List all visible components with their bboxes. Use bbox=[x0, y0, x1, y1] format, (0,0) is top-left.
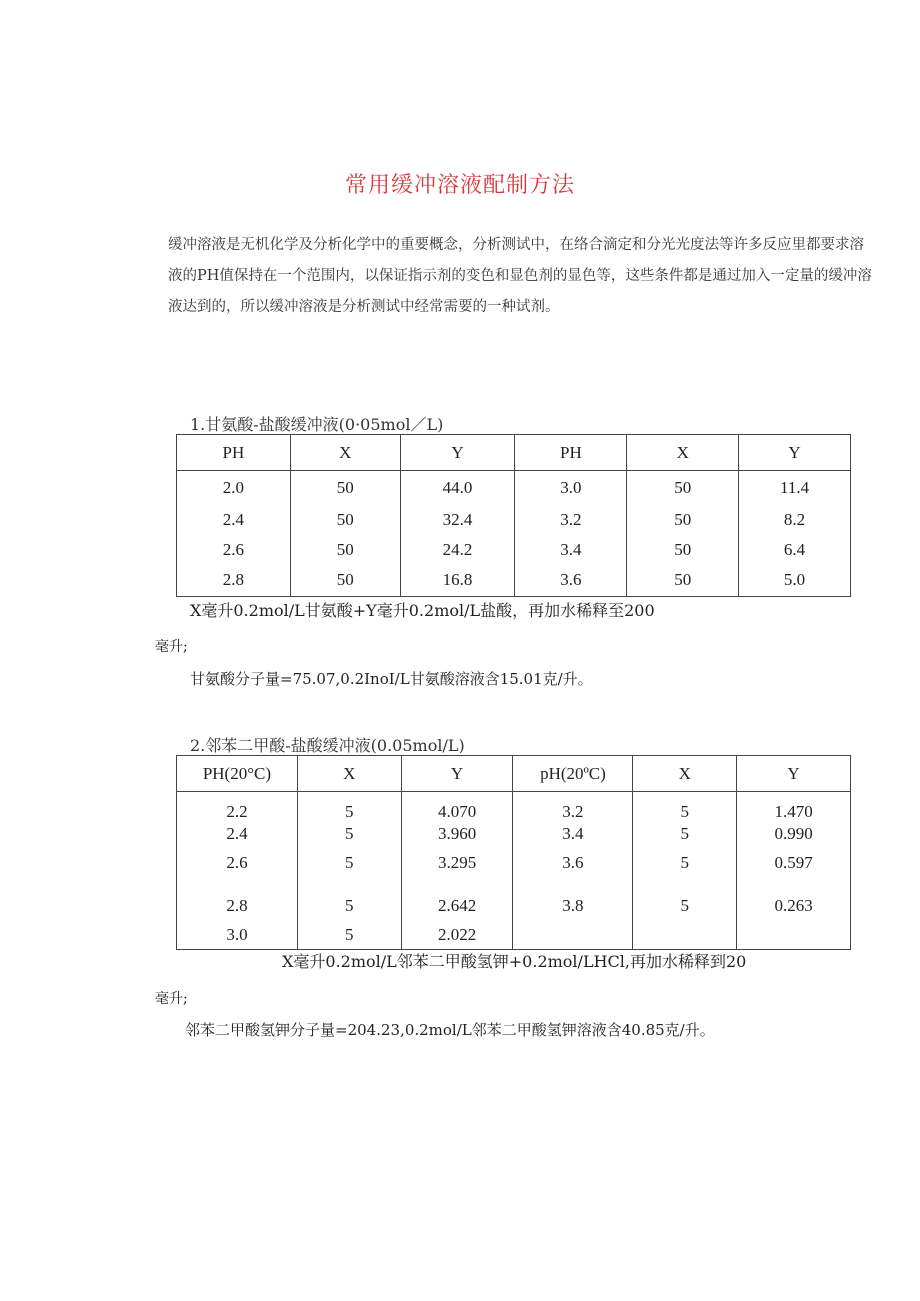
section2-note: X毫升0.2mol/L邻苯二甲酸氢钾+0.2mol/LHCl,再加水稀释到20 bbox=[282, 952, 747, 971]
table-cell: 50 bbox=[290, 565, 400, 597]
table-cell: 3.960 bbox=[401, 824, 513, 844]
table-cell: 50 bbox=[290, 505, 400, 535]
table-header-row bbox=[177, 756, 851, 792]
section2-note-unit: 毫升; bbox=[155, 991, 188, 1007]
table-cell: 50 bbox=[627, 471, 739, 505]
table-cell: 2.022 bbox=[401, 922, 513, 950]
table-cell: 4.070 bbox=[401, 792, 513, 824]
table-cell: 5 bbox=[633, 824, 737, 844]
section2-title: 2.邻苯二甲酸-盐酸缓冲液(0.05mol/L) bbox=[190, 736, 465, 755]
glycine-buffer-table bbox=[176, 434, 851, 597]
table-cell: 0.990 bbox=[737, 824, 851, 844]
table-cell: 50 bbox=[627, 565, 739, 597]
table-cell: 50 bbox=[290, 471, 400, 505]
table-cell: 5 bbox=[633, 792, 737, 824]
table-cell: 8.2 bbox=[739, 505, 851, 535]
table-cell: 3.0 bbox=[177, 922, 298, 950]
header-cell: pH(20ºC) bbox=[513, 756, 633, 792]
table-cell: 3.6 bbox=[515, 565, 627, 597]
page-title: 常用缓冲溶液配制方法 bbox=[344, 173, 575, 198]
table-cell bbox=[737, 922, 851, 950]
table-cell: 0.597 bbox=[737, 844, 851, 882]
table-cell: 2.8 bbox=[177, 565, 291, 597]
phthalate-buffer-table bbox=[176, 755, 851, 950]
table-cell: 5 bbox=[297, 882, 401, 922]
table-row bbox=[177, 792, 851, 824]
table-cell: 2.642 bbox=[401, 882, 513, 922]
table-cell: 3.8 bbox=[513, 882, 633, 922]
table-cell: 3.2 bbox=[513, 792, 633, 824]
table-cell: 2.6 bbox=[177, 844, 298, 882]
header-cell: X bbox=[290, 435, 400, 471]
table-cell: 11.4 bbox=[739, 471, 851, 505]
table-row bbox=[177, 824, 851, 844]
table-row bbox=[177, 882, 851, 922]
table-cell: 2.2 bbox=[177, 792, 298, 824]
header-cell: PH bbox=[515, 435, 627, 471]
header-cell: Y bbox=[400, 435, 515, 471]
table-cell: 16.8 bbox=[400, 565, 515, 597]
table-row bbox=[177, 535, 851, 565]
table-cell: 2.4 bbox=[177, 824, 298, 844]
table-cell: 3.4 bbox=[513, 824, 633, 844]
table-row bbox=[177, 844, 851, 882]
header-cell: PH(20°C) bbox=[177, 756, 298, 792]
table-cell: 3.295 bbox=[401, 844, 513, 882]
table-cell: 2.0 bbox=[177, 471, 291, 505]
intro-paragraph: 缓冲溶液是无机化学及分析化学中的重要概念，分析测试中，在络合滴定和分光光度法等许多反应里都要求溶液的PH值保持在一个范围内，以保证指示剂的变色和显色剂的显色等，这些条件都是通过加入一定量的缓冲溶液达到的，所以缓冲溶液是分析测试中经常需要的一种试剂。 bbox=[168, 237, 872, 315]
table-cell: 0.263 bbox=[737, 882, 851, 922]
table-cell: 2.4 bbox=[177, 505, 291, 535]
table-cell: 5.0 bbox=[739, 565, 851, 597]
table-cell: 5 bbox=[297, 844, 401, 882]
table-row bbox=[177, 505, 851, 535]
table-cell: 5 bbox=[297, 922, 401, 950]
section1-title: 1.甘氨酸-盐酸缓冲液(0·05mol／L) bbox=[190, 415, 444, 434]
table-cell: 24.2 bbox=[400, 535, 515, 565]
table-cell: 5 bbox=[297, 792, 401, 824]
table-cell: 3.6 bbox=[513, 844, 633, 882]
table-header-row bbox=[177, 435, 851, 471]
table-row bbox=[177, 922, 851, 950]
table-cell: 6.4 bbox=[739, 535, 851, 565]
section1-note: X毫升0.2mol/L甘氨酸+Y毫升0.2mol/L盐酸，再加水稀释至200 bbox=[190, 601, 655, 620]
table-cell: 44.0 bbox=[400, 471, 515, 505]
header-cell: Y bbox=[401, 756, 513, 792]
table-cell: 32.4 bbox=[400, 505, 515, 535]
table-cell: 5 bbox=[633, 844, 737, 882]
table-cell: 1.470 bbox=[737, 792, 851, 824]
header-cell: X bbox=[627, 435, 739, 471]
table-cell: 50 bbox=[290, 535, 400, 565]
table-cell bbox=[633, 922, 737, 950]
table-cell: 2.6 bbox=[177, 535, 291, 565]
table-cell: 3.4 bbox=[515, 535, 627, 565]
header-cell: Y bbox=[737, 756, 851, 792]
section1-note-unit: 毫升; bbox=[155, 639, 188, 655]
header-cell: PH bbox=[177, 435, 291, 471]
section1-molecular-weight: 甘氨酸分子量=75.07,0.2InoI/L甘氨酸溶液含15.01克/升。 bbox=[190, 670, 593, 688]
table-cell: 2.8 bbox=[177, 882, 298, 922]
header-cell: Y bbox=[739, 435, 851, 471]
table-cell: 50 bbox=[627, 505, 739, 535]
table-cell: 5 bbox=[633, 882, 737, 922]
table-cell: 5 bbox=[297, 824, 401, 844]
table-row bbox=[177, 471, 851, 505]
table-cell: 3.2 bbox=[515, 505, 627, 535]
section2-molecular-weight: 邻苯二甲酸氢钾分子量=204.23,0.2mol/L邻苯二甲酸氢钾溶液含40.85克/升。 bbox=[185, 1021, 715, 1039]
header-cell: X bbox=[633, 756, 737, 792]
table-cell: 3.0 bbox=[515, 471, 627, 505]
header-cell: X bbox=[297, 756, 401, 792]
table-row bbox=[177, 565, 851, 597]
table-cell bbox=[513, 922, 633, 950]
table-cell: 50 bbox=[627, 535, 739, 565]
